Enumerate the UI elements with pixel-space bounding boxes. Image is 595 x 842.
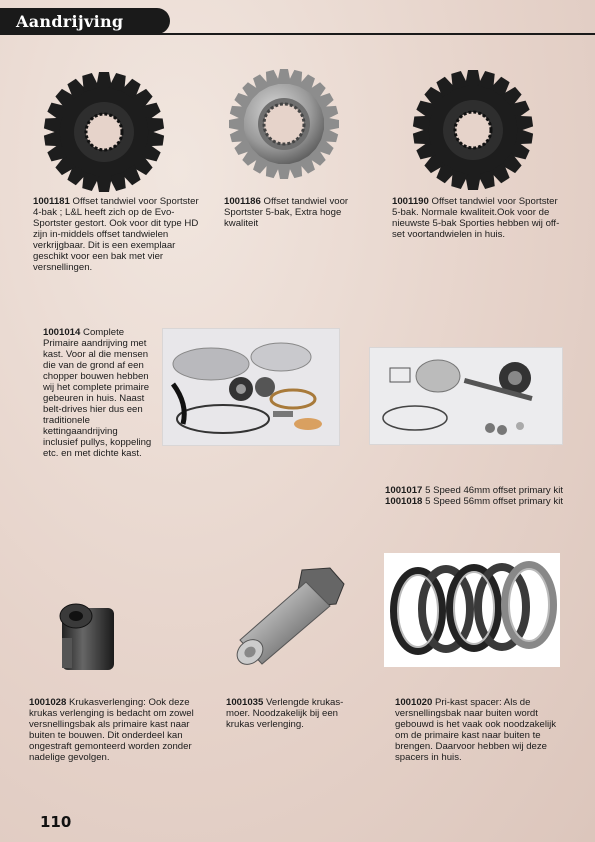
item-code: 1001017 — [385, 485, 423, 496]
primary-spacer-image — [384, 553, 560, 667]
item-code: 1001190 — [392, 196, 429, 207]
item-1001186 — [224, 196, 354, 229]
item-description: Krukasverlenging: Ook deze krukas verlenging is bedacht om zowel versnellingsbak als primaire kast naar buiten te bouwen. Dit onderdeel kan ongestraft gemonteerd worden zonder nadelige gevolgen. — [29, 697, 194, 763]
header-rule — [0, 33, 595, 35]
item-description: Offset tandwiel voor Sportster 5-bak, Extra hoge kwaliteit — [224, 196, 349, 229]
item-code: 1001186 — [224, 196, 261, 207]
sprocket-1001186-image — [224, 67, 344, 181]
sprocket-1001181-image — [38, 72, 170, 192]
item-description: Complete Primaire aandrijving met kast. Voor al die mensen die van de grond af een chopper bouwen hebben wij het complete primaire gebeuren in huis. Naast belt-drives hier dus een traditionele kettingaandrijving inclusief pullys, koppeling etc. en met dichte kast. — [43, 327, 152, 459]
item-description: Pri-kast spacer: Als de versnellingsbak naar buiten wordt gebouwd is het vaak ook noodzakelijk om de primaire kast naar buiten te brengen. Daarvoor hebben wij deze spacers in huis. — [395, 697, 557, 763]
item-code: 1001020 — [395, 697, 433, 708]
item-description: 5 Speed 56mm offset primary kit — [425, 496, 563, 507]
primary-drive-kit-image — [162, 328, 340, 446]
item-1001014 — [43, 327, 153, 459]
item-code: 1001018 — [385, 496, 423, 507]
page-number: 110 — [40, 813, 72, 831]
item-description: Offset tandwiel voor Sportster 4-bak ; L&L heeft zich op de Evo-Sportster gestort. Ook voor dit type HD zijn in-middels offset tandwielen verkrijgbaar. Dit is een exemplaar geschikt voor een bak met vier versnellingen. — [33, 196, 199, 273]
item-description: 5 Speed 46mm offset primary kit — [425, 485, 563, 496]
item-1001190 — [392, 196, 562, 240]
item-code: 1001181 — [33, 196, 70, 207]
item-1001035 — [226, 697, 366, 730]
item-1001017 — [353, 485, 563, 496]
item-code: 1001035 — [226, 697, 264, 708]
item-1001020 — [395, 697, 565, 763]
item-1001028 — [29, 697, 199, 763]
sprocket-1001190-image — [408, 68, 538, 192]
item-description: Offset tandwiel voor Sportster 5-bak. Normale kwaliteit.Ook voor de nieuwste 5-bak Sporties hebben wij off-set voortandwielen in huis. — [392, 196, 560, 240]
item-1001181 — [33, 196, 208, 273]
item-code: 1001014 — [43, 327, 81, 338]
crankshaft-nut-image — [232, 562, 352, 668]
crank-extension-image — [48, 598, 124, 676]
section-title: Aandrijving — [16, 12, 124, 31]
item-code: 1001028 — [29, 697, 67, 708]
item-description: Verlengde krukas-moer. Noodzakelijk bij een krukas verlenging. — [226, 697, 344, 730]
offset-primary-kit-image — [369, 347, 563, 445]
item-1001018 — [353, 496, 563, 507]
